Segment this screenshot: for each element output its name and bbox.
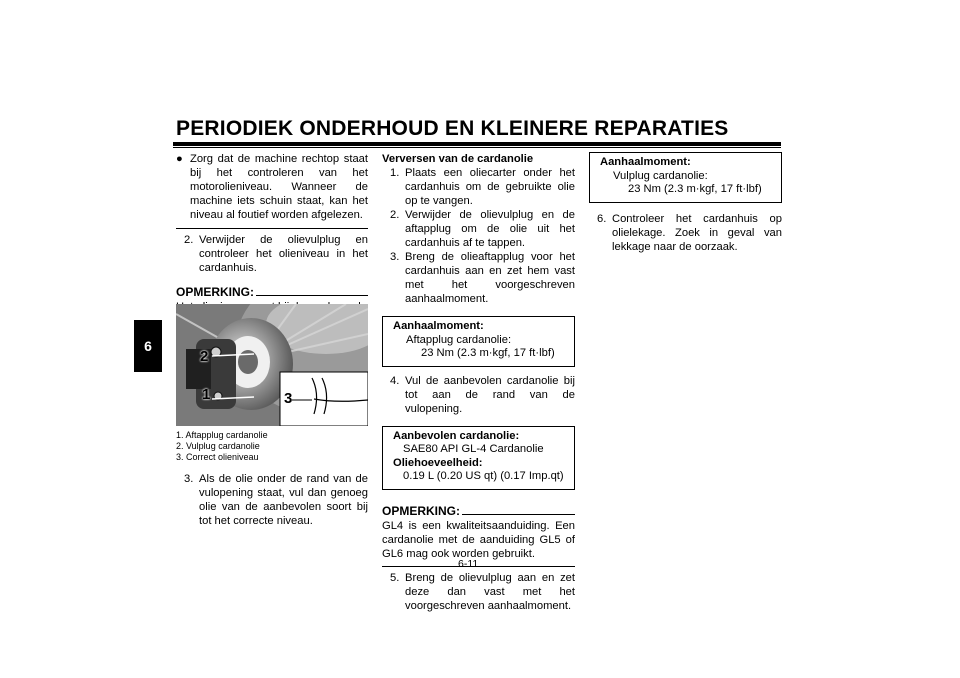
oil-spec-box [382, 426, 575, 490]
step-text: Plaats een oliecarter onder het cardanhuis om de gebruikte olie op te vangen. [405, 167, 575, 207]
step-text: Verwijder de olievulplug en de aftapplug om de olie uit het cardanhuis af te tappen. [405, 209, 575, 249]
chapter-tab: 6 [134, 320, 162, 372]
note-title: OPMERKING: [382, 503, 460, 518]
step-5 [382, 571, 575, 613]
page-title: PERIODIEK ONDERHOUD EN KLEINERE REPARATIES [176, 117, 729, 140]
step-number: 2. [390, 209, 400, 221]
bullet-text: Zorg dat de machine rechtop staat bij het controleren van het motorolieniveau. Wanneer de machine iets schuin staat, kan het niveau al foutief worden afgelezen. [190, 153, 368, 221]
step-2 [382, 208, 575, 250]
note-title: OPMERKING: [176, 285, 254, 299]
box-value: 23 Nm (2.3 m·kgf, 17 ft·lbf) [421, 347, 555, 359]
column-2 [382, 152, 575, 613]
step-text: Breng de olievulplug aan en zet deze dan vast met het voorgeschreven aanhaalmoment. [405, 571, 575, 612]
note-heading-rule [256, 295, 368, 296]
step-3 [184, 472, 368, 528]
step-number: 3. [184, 473, 194, 485]
bullet-icon: ● [176, 153, 183, 165]
box-line: Vulplug cardanolie: [613, 169, 708, 182]
header-rule [173, 142, 781, 146]
step-1 [382, 166, 575, 208]
figure-label-2: 2 [200, 348, 209, 365]
caption-1: 1. Aftapplug cardanolie [176, 430, 268, 440]
step-number: 6. [597, 212, 607, 225]
divider [176, 228, 368, 229]
step-text: Als de olie onder de rand van de vulopening staat, vul dan genoeg olie van de aanbevolen soort bij tot het correcte niveau. [199, 473, 368, 527]
note-heading-rule [462, 514, 575, 515]
step-text: Breng de olieaftapplug voor het cardanhuis aan en zet hem vast met het voorgeschreven aanhaalmoment. [405, 251, 575, 305]
note-heading [382, 504, 575, 518]
step-text: Verwijder de olievulplug en controleer het olieniveau in het cardanhuis. [199, 234, 368, 274]
box-line: Aftapplug cardanolie: [406, 333, 512, 346]
column-3 [589, 152, 782, 254]
note-text: GL4 is een kwaliteitsaanduiding. Een cardanolie met de aanduiding GL5 of GL6 mag ook worden gebruikt. [382, 519, 575, 560]
caption-2: 2. Vulplug cardanolie [176, 441, 260, 451]
step-number: 3. [390, 251, 400, 263]
step-text: Vul de aanbevolen cardanolie bij tot aan de rand van de vulopening. [405, 374, 575, 415]
box-heading: Oliehoeveelheid: [393, 456, 483, 469]
step-2 [176, 233, 368, 275]
step-4 [382, 374, 575, 416]
note-heading [176, 285, 368, 299]
figure-cardan-housing [176, 304, 368, 426]
step-6 [589, 212, 782, 254]
figure-captions [176, 430, 368, 463]
bullet-item [176, 152, 368, 222]
box-value: 0.19 L (0.20 US qt) (0.17 Imp.qt) [403, 470, 564, 482]
section-title: Verversen van de cardanolie [382, 153, 534, 165]
torque-box [589, 152, 782, 203]
step-number: 4. [390, 374, 400, 387]
figure-label-3: 3 [284, 390, 293, 407]
figure-image [176, 304, 368, 426]
step-number: 2. [184, 234, 194, 246]
step-3 [382, 250, 575, 306]
box-line: SAE80 API GL-4 Cardanolie [403, 443, 544, 455]
box-heading: Aanhaalmoment: [600, 156, 691, 168]
figure-label-1: 1 [202, 386, 211, 403]
divider [382, 566, 575, 567]
header-rule-thin [173, 147, 781, 148]
box-value: 23 Nm (2.3 m·kgf, 17 ft·lbf) [628, 183, 762, 195]
page-number: 6-11 [458, 558, 479, 570]
box-heading: Aanbevolen cardanolie: [393, 429, 520, 442]
caption-3: 3. Correct olieniveau [176, 452, 259, 462]
step-text: Controleer het cardanhuis op olielekage. Zoek in geval van lekkage naar de oorzaak. [612, 212, 782, 253]
torque-box [382, 316, 575, 367]
step-number: 1. [390, 167, 400, 179]
step-number: 5. [390, 571, 400, 584]
box-heading: Aanhaalmoment: [393, 320, 484, 332]
